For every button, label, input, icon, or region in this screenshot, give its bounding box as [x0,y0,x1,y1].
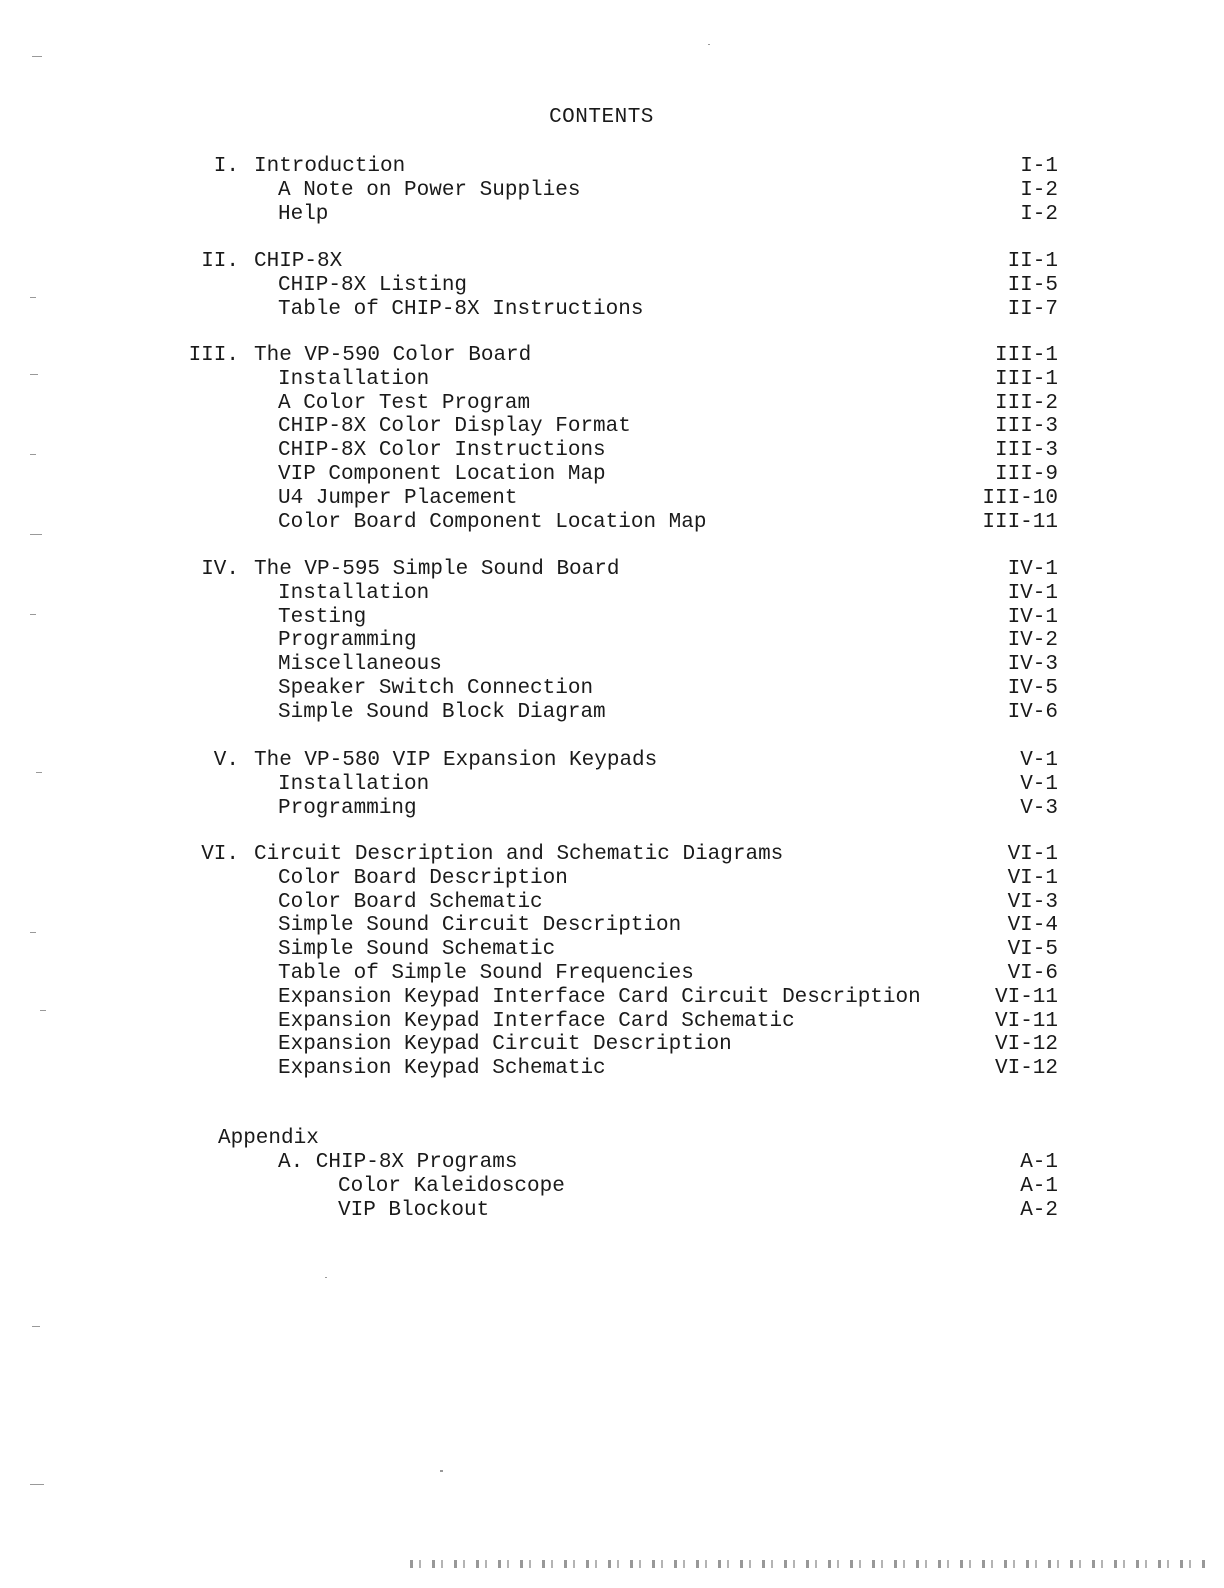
appendix-subheading [0,1151,1224,1175]
page-ref: VI-12 [994,1057,1058,1080]
toc-entry [0,463,1224,487]
page-ref: VI-12 [994,1033,1058,1056]
toc-entry [0,677,1224,701]
scan-speck [325,1277,327,1278]
entry-title: Color Board Description [278,867,568,890]
entry-title: Simple Sound Block Diagram [278,701,606,724]
section-number: IV. [201,558,239,581]
page-ref: IV-5 [1007,677,1058,700]
page-ref: A-1 [1020,1175,1058,1198]
entry-title: Installation [278,368,430,391]
page-ref: A-1 [1020,1151,1058,1174]
entry-title: Expansion Keypad Interface Card Circuit Description [278,986,921,1009]
page-ref: III-2 [994,392,1058,415]
entry-title: Programming [278,797,417,820]
section-number: V. [213,749,239,772]
page-ref: VI-5 [1007,938,1058,961]
section-title: The VP-580 VIP Expansion Keypads [254,749,658,772]
toc-entry [0,203,1224,227]
toc-entry [0,439,1224,463]
section-number: VI. [201,843,239,866]
page-ref: IV-6 [1007,701,1058,724]
toc-entry [0,1057,1224,1081]
entry-title: Installation [278,773,430,796]
entry-title: Expansion Keypad Interface Card Schematic [278,1010,795,1033]
section-number: III. [188,344,239,367]
appendix-entry [0,1175,1224,1199]
toc-entry [0,487,1224,511]
appendix-heading [0,1127,1224,1151]
section-heading [0,155,1224,179]
entry-title: Color Board Component Location Map [278,511,707,534]
page-ref: VI-11 [994,1010,1058,1033]
page-ref: III-11 [982,511,1058,534]
toc-entry [0,797,1224,821]
page-ref: IV-2 [1007,629,1058,652]
page-ref: VI-6 [1007,962,1058,985]
entry-title: CHIP-8X Color Instructions [278,439,606,462]
page-ref: I-1 [1020,155,1058,178]
page-ref: I-2 [1020,203,1058,226]
page-ref: IV-3 [1007,653,1058,676]
entry-title: Expansion Keypad Schematic [278,1057,606,1080]
toc-entry [0,392,1224,416]
page-ref: VI-4 [1007,914,1058,937]
entry-title: A Note on Power Supplies [278,179,581,202]
toc-entry [0,511,1224,535]
scan-speck [40,1010,46,1011]
page-ref: A-2 [1020,1199,1058,1222]
scan-speck [30,454,36,455]
page-ref: II-5 [1007,274,1058,297]
entry-title: Table of CHIP-8X Instructions [278,298,644,321]
section-title: The VP-590 Color Board [254,344,532,367]
entry-title: Color Kaleidoscope [338,1175,565,1198]
page-ref: I-2 [1020,179,1058,202]
toc-entry [0,274,1224,298]
page-ref: VI-3 [1007,891,1058,914]
section-title: The VP-595 Simple Sound Board [254,558,620,581]
scan-speck [708,44,710,45]
section-title: Introduction [254,155,406,178]
section-heading [0,749,1224,773]
scan-speck [32,1326,40,1327]
page-ref: III-10 [982,487,1058,510]
section-number: I. [213,155,239,178]
scan-speck [440,1470,443,1472]
entry-title: A Color Test Program [278,392,531,415]
page-ref: IV-1 [1007,582,1058,605]
appendix-entry [0,1199,1224,1223]
entry-title: Color Board Schematic [278,891,543,914]
scan-speck [36,772,42,773]
toc-entry [0,773,1224,797]
entry-title: Simple Sound Circuit Description [278,914,682,937]
entry-title: VIP Blockout [338,1199,490,1222]
toc-entry [0,606,1224,630]
section-number: II. [201,250,239,273]
section-title: CHIP-8X [254,250,343,273]
page-ref: II-1 [1007,250,1058,273]
page-ref: III-3 [994,439,1058,462]
scan-speck [30,614,36,615]
page-ref: III-1 [994,344,1058,367]
toc-entry [0,368,1224,392]
toc-entry [0,653,1224,677]
section-heading [0,250,1224,274]
entry-title: Installation [278,582,430,605]
toc-entry [0,179,1224,203]
entry-title: Programming [278,629,417,652]
toc-entry [0,1033,1224,1057]
page-ref: IV-1 [1007,606,1058,629]
page-ref: VI-1 [1007,843,1058,866]
toc-entry [0,629,1224,653]
page-ref: II-7 [1007,298,1058,321]
section-heading [0,558,1224,582]
toc-entry [0,582,1224,606]
scan-speck [30,932,36,933]
scan-edge-noise [410,1560,1210,1568]
entry-title: CHIP-8X Color Display Format [278,415,631,438]
page-ref: III-1 [994,368,1058,391]
toc-entry [0,938,1224,962]
page-ref: VI-1 [1007,867,1058,890]
page-ref: IV-1 [1007,558,1058,581]
toc-entry [0,1010,1224,1034]
toc-entry [0,701,1224,725]
entry-title: VIP Component Location Map [278,463,606,486]
appendix-title: Appendix [218,1127,319,1150]
toc-entry [0,914,1224,938]
entry-title: Simple Sound Schematic [278,938,556,961]
toc-entry [0,891,1224,915]
scan-speck [30,374,38,375]
entry-title: U4 Jumper Placement [278,487,518,510]
entry-title: Table of Simple Sound Frequencies [278,962,694,985]
scan-speck [30,1484,44,1485]
entry-title: Help [278,203,329,226]
toc-entry [0,298,1224,322]
page-ref: V-3 [1020,797,1058,820]
page-ref: V-1 [1020,773,1058,796]
toc-entry [0,415,1224,439]
appendix-sub-title: A. CHIP-8X Programs [278,1151,518,1174]
page-title: CONTENTS [549,106,654,129]
section-heading [0,344,1224,368]
page-ref: V-1 [1020,749,1058,772]
section-title: Circuit Description and Schematic Diagrams [254,843,784,866]
scan-speck [32,56,42,57]
page-ref: III-3 [994,415,1058,438]
toc-entry [0,986,1224,1010]
page-ref: III-9 [994,463,1058,486]
entry-title: CHIP-8X Listing [278,274,468,297]
toc-entry [0,867,1224,891]
toc-entry [0,962,1224,986]
section-heading [0,843,1224,867]
page-ref: VI-11 [994,986,1058,1009]
entry-title: Miscellaneous [278,653,442,676]
entry-title: Speaker Switch Connection [278,677,594,700]
entry-title: Expansion Keypad Circuit Description [278,1033,732,1056]
scan-speck [30,297,36,298]
scan-speck [30,534,42,535]
entry-title: Testing [278,606,367,629]
